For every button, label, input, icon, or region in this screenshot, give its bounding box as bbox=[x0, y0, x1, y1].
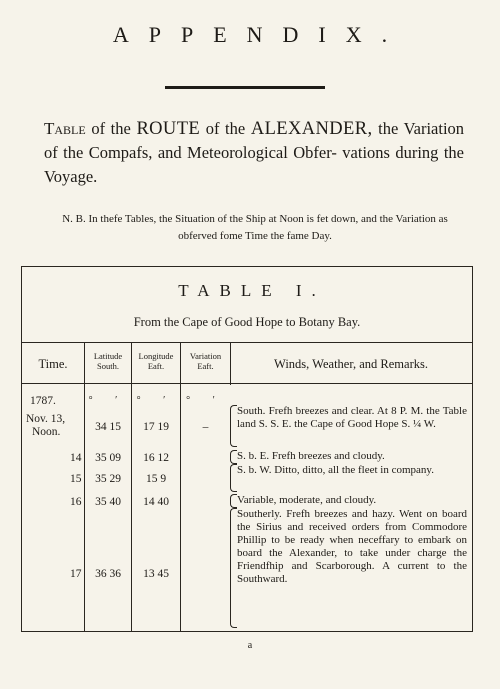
title-rest: the Variation of the Compafs, and Meteorological Obfer- vations during the Voyage. bbox=[44, 119, 465, 186]
row5-longitude: 13 45 bbox=[143, 568, 169, 580]
row3-remark: S. b. W. Ditto, ditto, all the fleet in company. bbox=[237, 464, 434, 476]
row2-date: 14 bbox=[70, 452, 82, 464]
header-longitude: Longitude Eaft. bbox=[138, 351, 174, 371]
appendix-heading: APPENDIX. bbox=[112, 22, 408, 47]
title-word-table: Table bbox=[44, 119, 86, 138]
row4-longitude: 14 40 bbox=[143, 496, 169, 508]
page-folio: a bbox=[247, 640, 253, 651]
row5-latitude: 36 36 bbox=[95, 568, 121, 580]
row1-brace bbox=[230, 405, 237, 447]
header-latitude: Latitude South. bbox=[93, 351, 123, 371]
header-time: Time. bbox=[38, 357, 68, 371]
year-cell: 1787. bbox=[30, 395, 56, 407]
col-divider-3 bbox=[180, 343, 181, 631]
heading-rule bbox=[165, 86, 325, 89]
row1-variation: – bbox=[202, 421, 209, 433]
row4-latitude: 35 40 bbox=[95, 496, 121, 508]
title-word-alexander: ALEXANDER, bbox=[250, 119, 373, 139]
row2-brace bbox=[230, 450, 237, 464]
col-divider-2 bbox=[131, 343, 132, 631]
var-unit: ° ′ bbox=[186, 395, 225, 406]
row3-longitude: 15 9 bbox=[145, 473, 167, 485]
col-divider-1 bbox=[84, 343, 85, 631]
row2-longitude: 16 12 bbox=[143, 452, 169, 464]
row3-latitude: 35 29 bbox=[95, 473, 121, 485]
row2-latitude: 35 09 bbox=[95, 452, 121, 464]
header-rule bbox=[22, 383, 472, 384]
row1-date: Nov. 13, bbox=[26, 413, 66, 425]
row5-date: 17 bbox=[70, 568, 82, 580]
title-word-of-the-1: of the bbox=[91, 119, 131, 138]
row4-brace bbox=[230, 494, 237, 508]
lon-unit: ° ′ bbox=[136, 395, 176, 406]
title-word-route: ROUTE bbox=[136, 119, 201, 139]
table-route-title bbox=[44, 117, 464, 189]
row2-remark: S. b. E. Frefh breezes and cloudy. bbox=[237, 450, 385, 462]
row5-remark: Southerly. Frefh breezes and hazy. Went on board the Sirius and received orders from Commodore Phillip to be ready when neceffary to embark on board the Alexander, to take under charge the Friendfhip and Scarborough. A current to the Southward. bbox=[237, 508, 467, 585]
nota-bene: N. B. In thefe Tables, the Situation of the Ship at Noon is fet down, and the Variation as obferved fome Time the fame Day. bbox=[62, 213, 448, 242]
row1-noon: Noon. bbox=[32, 426, 61, 438]
row4-date: 16 bbox=[70, 496, 82, 508]
row3-date: 15 bbox=[70, 473, 82, 485]
row4-remark: Variable, moderate, and cloudy. bbox=[237, 494, 377, 506]
header-variation: Variation Eaft. bbox=[189, 351, 222, 371]
row1-latitude: 34 15 bbox=[95, 421, 121, 433]
table-title: TABLE I. bbox=[178, 281, 326, 300]
lat-unit: ° ′ bbox=[88, 395, 128, 406]
header-remarks: Winds, Weather, and Remarks. bbox=[274, 357, 428, 371]
subtitle-rule bbox=[22, 342, 472, 343]
row5-brace bbox=[230, 508, 237, 628]
title-word-of-the-2: of the bbox=[205, 119, 246, 138]
row3-brace bbox=[230, 464, 237, 492]
row1-longitude: 17 19 bbox=[143, 421, 169, 433]
row1-remark: South. Frefh breezes and clear. At 8 P. M. the Table land S. S. E. the Cape of Good Hope S. ¼ W. bbox=[237, 405, 467, 430]
table-subtitle: From the Cape of Good Hope to Botany Bay. bbox=[133, 315, 361, 329]
